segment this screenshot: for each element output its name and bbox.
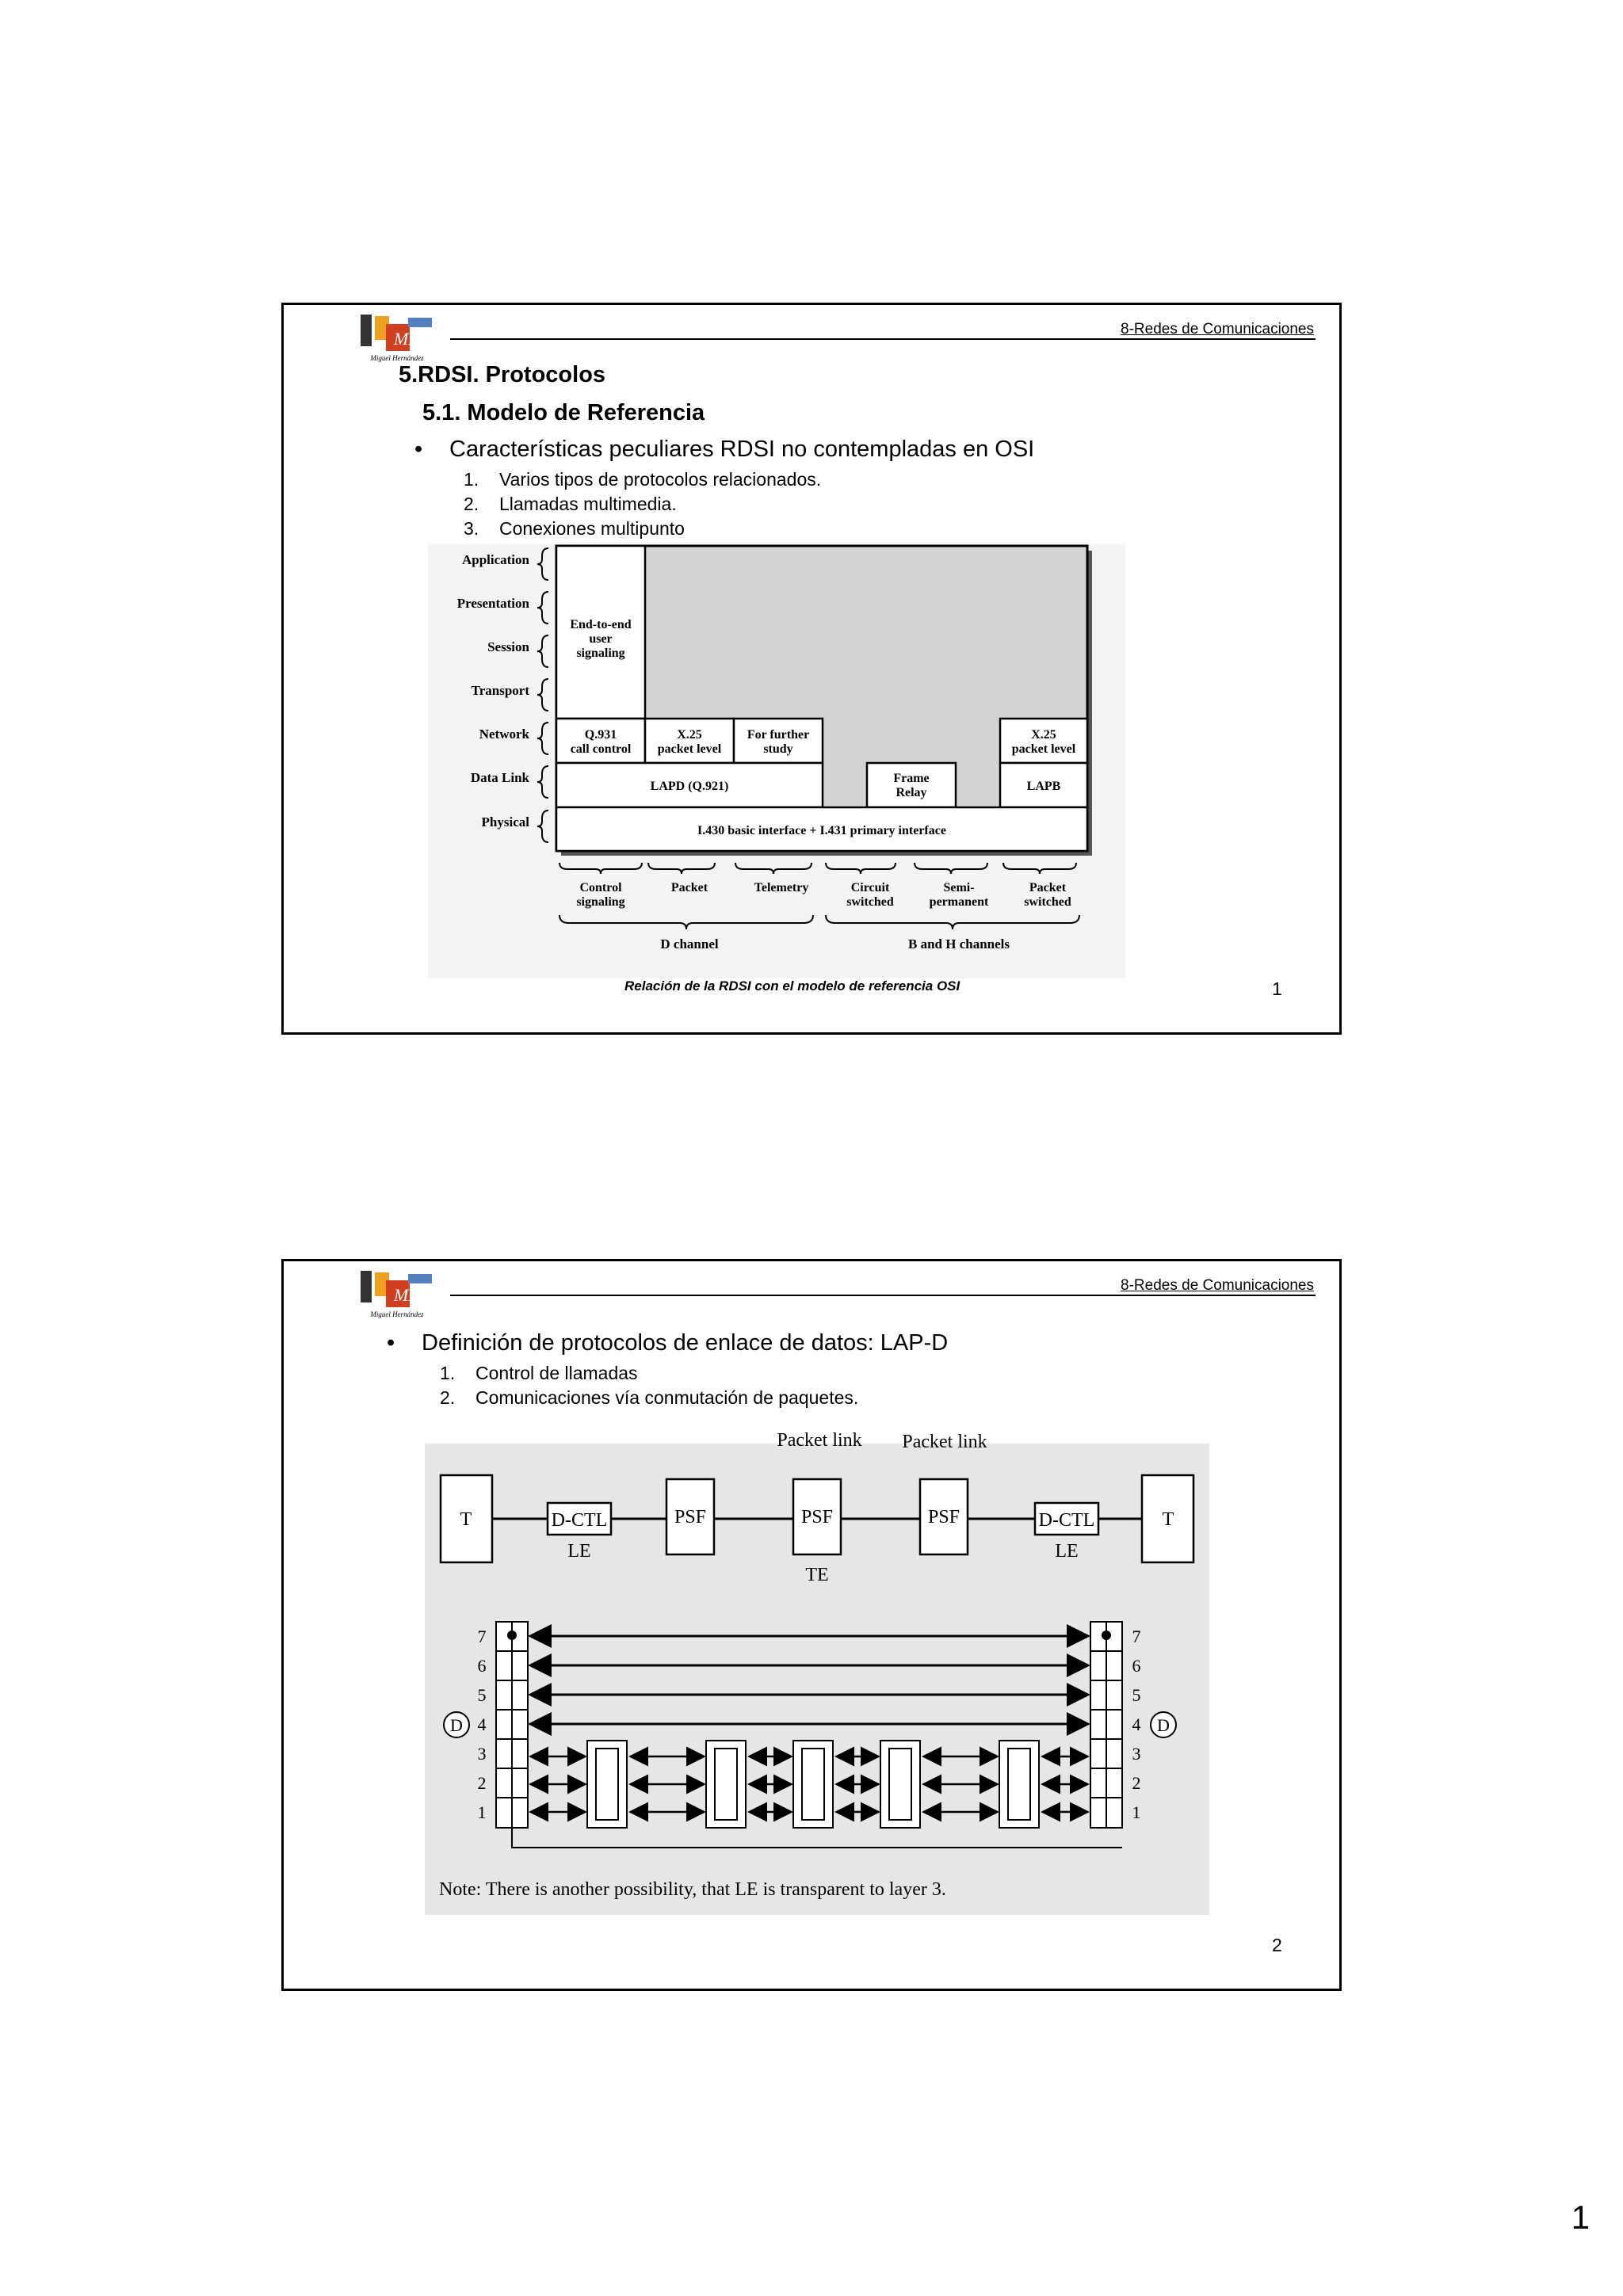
layer-number: 6 <box>1132 1656 1141 1676</box>
packet-link-label: Packet link <box>777 1430 862 1451</box>
x25-left-label: X.25 <box>677 728 702 742</box>
q931-label: Q.931 <box>584 728 617 742</box>
x25-right-label: packet level <box>1011 742 1076 756</box>
layer-number: 1 <box>477 1802 487 1822</box>
bullet-item <box>414 437 1034 463</box>
list-item: 1. Control de llamadas <box>440 1363 638 1383</box>
frame-relay-label: Frame <box>893 772 930 785</box>
slide-1 <box>281 303 1342 1035</box>
layer-number: 5 <box>477 1685 487 1705</box>
svg-text:MH: MH <box>394 329 422 349</box>
header-rule <box>450 338 1316 340</box>
service-label: switched <box>1024 895 1071 909</box>
terminal-left-label: T <box>460 1509 472 1530</box>
terminal-right-label: T <box>1162 1509 1174 1530</box>
logo-caption: Miguel Hernández <box>370 354 424 362</box>
service-label: Packet <box>670 881 708 894</box>
numbered-list <box>440 1361 858 1410</box>
slide-number: 1 <box>1272 978 1282 999</box>
slide-title: 5.RDSI. Protocolos <box>399 362 606 387</box>
frame-relay-label: Relay <box>896 786 927 799</box>
slide-subtitle: 5.1. Modelo de Referencia <box>422 400 705 425</box>
dctl-left-label: D-CTL <box>551 1510 608 1531</box>
physical-interface-label: I.430 basic interface + I.431 primary interface <box>697 824 946 837</box>
service-label: switched <box>846 895 894 909</box>
list-item: 3. Conexiones multipunto <box>464 518 685 539</box>
layer-number: 2 <box>477 1773 487 1793</box>
slide-header: 8-Redes de Comunicaciones <box>1121 1277 1314 1294</box>
slide-number: 2 <box>1272 1935 1282 1955</box>
logo-caption: Miguel Hernández <box>370 1310 424 1318</box>
layer-label: Data Link <box>470 770 529 785</box>
d-label: D <box>450 1715 463 1735</box>
layer-number: 6 <box>477 1656 487 1676</box>
layer-number: 5 <box>1132 1685 1141 1705</box>
slide-2 <box>281 1259 1342 1991</box>
psf-label: PSF <box>800 1507 834 1527</box>
layer-number: 2 <box>1132 1773 1141 1793</box>
figure-caption: Relación de la RDSI con el modelo de referencia OSI <box>624 978 960 994</box>
list-item: 2. Llamadas multimedia. <box>464 494 677 514</box>
d-channel-label: D channel <box>660 936 719 952</box>
layer-label: Session <box>487 639 529 654</box>
header-rule <box>450 1295 1316 1296</box>
psf-label: PSF <box>927 1507 960 1527</box>
slide-header: 8-Redes de Comunicaciones <box>1121 321 1314 338</box>
isdn-osi-diagram <box>428 544 1125 978</box>
x25-left-label: packet level <box>657 742 722 756</box>
layer-number: 3 <box>1132 1744 1141 1764</box>
end-to-end-label: End-to-end <box>570 618 632 631</box>
bullet-dot: • <box>414 437 423 462</box>
layer-label: Network <box>479 727 529 742</box>
layer-number: 4 <box>477 1714 487 1734</box>
right-layer-stack <box>1090 1622 1122 1828</box>
further-study-label: study <box>763 742 793 756</box>
q931-label: call control <box>570 742 632 756</box>
end-to-end-label: signaling <box>576 646 625 660</box>
le-left-label: LE <box>567 1541 591 1562</box>
service-label: Circuit <box>850 881 890 894</box>
numbered-list <box>464 467 821 541</box>
university-logo-icon <box>359 313 435 356</box>
bh-channels-label: B and H channels <box>907 936 1010 952</box>
psf-label: PSF <box>674 1507 707 1527</box>
layer-label: Physical <box>481 814 529 830</box>
bullet-dot: • <box>387 1330 395 1356</box>
further-study-label: For further <box>747 728 810 742</box>
service-label: Semi- <box>943 881 975 894</box>
service-label: Control <box>579 881 622 894</box>
lapb-label: LAPB <box>1026 780 1061 793</box>
list-item: 2. Comunicaciones vía conmutación de paquetes. <box>440 1387 859 1408</box>
bullet-text: Definición de protocolos de enlace de datos: LAP-D <box>422 1330 949 1356</box>
layer-number: 7 <box>477 1627 487 1646</box>
te-label: TE <box>805 1565 829 1585</box>
end-to-end-label: user <box>589 632 613 646</box>
service-label: Packet <box>1029 881 1067 894</box>
svg-text:MH: MH <box>394 1285 422 1305</box>
bullet-text: Características peculiares RDSI no contempladas en OSI <box>449 437 1035 462</box>
d-label: D <box>1157 1715 1170 1735</box>
layer-label: Presentation <box>456 596 529 611</box>
layer-number: 3 <box>477 1744 487 1764</box>
dctl-right-label: D-CTL <box>1038 1510 1095 1531</box>
layer-number: 4 <box>1132 1714 1141 1734</box>
lapd-network-figure <box>425 1424 1209 1915</box>
service-label: signaling <box>576 895 625 909</box>
page-number: 1 <box>1571 2199 1590 2236</box>
bullet-item <box>387 1330 948 1356</box>
le-right-label: LE <box>1055 1541 1079 1562</box>
left-layer-stack <box>496 1622 528 1828</box>
lapd-label: LAPD (Q.921) <box>650 780 729 793</box>
layer-label: Application <box>461 552 529 567</box>
service-label: Telemetry <box>754 881 809 894</box>
list-item: 1. Varios tipos de protocolos relacionados. <box>464 469 822 490</box>
x25-right-label: X.25 <box>1031 728 1056 742</box>
figure-note: Note: There is another possibility, that LE is transparent to layer 3. <box>439 1879 946 1900</box>
layer-label: Transport <box>471 683 529 698</box>
service-label: permanent <box>929 895 989 909</box>
layer-number: 1 <box>1132 1802 1141 1822</box>
layer-number: 7 <box>1132 1627 1141 1646</box>
university-logo-icon <box>359 1269 435 1312</box>
packet-link-label: Packet link <box>902 1432 987 1452</box>
